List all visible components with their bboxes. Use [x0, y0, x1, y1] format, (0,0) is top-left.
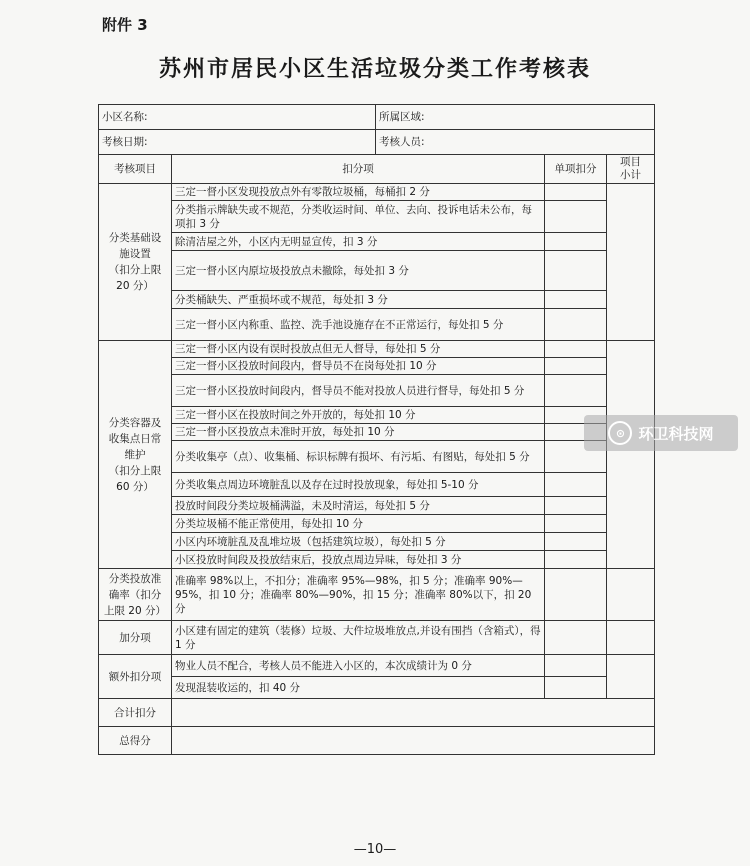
watermark-text: 环卫科技网	[638, 424, 714, 443]
total-score-value-cell[interactable]	[172, 727, 655, 755]
category-maintenance: 分类容器及 收集点日常 维护 （扣分上限 60 分）	[99, 341, 172, 569]
deduction-item: 分类垃圾桶不能正常使用，每处扣 10 分	[172, 515, 545, 533]
table-row	[99, 621, 655, 655]
deduction-item: 小区建有固定的建筑（装修）垃圾、大件垃圾堆放点,并设有围挡（含箱式），得 1 分	[172, 621, 545, 655]
globe-icon: ⊙	[608, 421, 632, 445]
single-deduction-cell[interactable]	[545, 233, 607, 251]
page-title: 苏州市居民小区生活垃圾分类工作考核表	[158, 56, 591, 82]
header-item: 考核项目	[99, 155, 172, 184]
district-field[interactable]: 所属区域:	[376, 105, 655, 130]
single-deduction-cell[interactable]	[545, 251, 607, 291]
table-row	[99, 291, 655, 309]
page-number: —10—	[353, 842, 397, 857]
single-deduction-cell[interactable]	[545, 184, 607, 201]
table-row	[99, 655, 655, 677]
table-row	[99, 358, 655, 375]
total-score-label: 总得分	[99, 727, 172, 755]
assessment-table	[98, 104, 655, 755]
single-deduction-cell[interactable]	[545, 551, 607, 569]
category-accuracy: 分类投放准 确率（扣分 上限 20 分）	[99, 569, 172, 621]
header-subtotal: 项目 小计	[607, 155, 655, 184]
single-deduction-cell[interactable]	[545, 291, 607, 309]
deduction-item: 三定一督小区投放时间段内，督导员不在岗每处扣 10 分	[172, 358, 545, 375]
assessor-field[interactable]: 考核人员:	[376, 130, 655, 155]
subtotal-cell[interactable]	[607, 655, 655, 699]
deduction-item: 物业人员不配合，考核人员不能进入小区的，本次成绩计为 0 分	[172, 655, 545, 677]
single-deduction-cell[interactable]	[545, 358, 607, 375]
deduction-item: 三定一督小区内原垃圾投放点未撤除，每处扣 3 分	[172, 251, 545, 291]
header-single-deduction: 单项扣分	[545, 155, 607, 184]
table-row	[99, 533, 655, 551]
table-row	[99, 309, 655, 341]
single-deduction-cell[interactable]	[545, 621, 607, 655]
single-deduction-cell[interactable]	[545, 533, 607, 551]
total-deduction-value-cell[interactable]	[172, 699, 655, 727]
single-deduction-cell[interactable]	[545, 309, 607, 341]
single-deduction-cell[interactable]	[545, 655, 607, 677]
table-row	[99, 424, 655, 441]
single-deduction-cell[interactable]	[545, 677, 607, 699]
table-row	[99, 201, 655, 233]
header-deduction-item: 扣分项	[172, 155, 545, 184]
table-row	[99, 233, 655, 251]
category-facility: 分类基础设 施设置 （扣分上限 20 分）	[99, 184, 172, 341]
watermark	[584, 415, 738, 451]
deduction-item: 小区内环境脏乱及乱堆垃圾（包括建筑垃圾），每处扣 5 分	[172, 533, 545, 551]
deduction-item: 小区投放时间段及投放结束后，投放点周边异味，每处扣 3 分	[172, 551, 545, 569]
deduction-item: 三定一督小区在投放时间之外开放的，每处扣 10 分	[172, 407, 545, 424]
deduction-item: 分类指示牌缺失或不规范，分类收运时间、单位、去向、投诉电话未公布，每项扣 3 分	[172, 201, 545, 233]
single-deduction-cell[interactable]	[545, 569, 607, 621]
subtotal-cell[interactable]	[607, 621, 655, 655]
deduction-item: 分类桶缺失、严重损坏或不规范，每处扣 3 分	[172, 291, 545, 309]
category-bonus: 加分项	[99, 621, 172, 655]
table-row	[99, 375, 655, 407]
subtotal-cell[interactable]	[607, 341, 655, 569]
table-row	[99, 727, 655, 755]
single-deduction-cell[interactable]	[545, 201, 607, 233]
single-deduction-cell[interactable]	[545, 497, 607, 515]
category-extra-deduction: 额外扣分项	[99, 655, 172, 699]
attachment-label: 附件 3	[102, 16, 148, 34]
table-row	[99, 497, 655, 515]
deduction-item: 三定一督小区内设有误时投放点但无人督导，每处扣 5 分	[172, 341, 545, 358]
subtotal-cell[interactable]	[607, 569, 655, 621]
table-row	[99, 551, 655, 569]
deduction-item: 投放时间段分类垃圾桶满溢，未及时清运，每处扣 5 分	[172, 497, 545, 515]
subtotal-cell[interactable]	[607, 184, 655, 341]
deduction-item: 分类收集点周边环境脏乱以及存在过时投放现象，每处扣 5-10 分	[172, 473, 545, 497]
table-row	[99, 441, 655, 473]
single-deduction-cell[interactable]	[545, 473, 607, 497]
community-name-field[interactable]: 小区名称:	[99, 105, 376, 130]
single-deduction-cell[interactable]	[545, 341, 607, 358]
single-deduction-cell[interactable]	[545, 375, 607, 407]
deduction-item: 分类收集亭（点）、收集桶、标识标牌有损坏、有污垢、有图贴，每处扣 5 分	[172, 441, 545, 473]
single-deduction-cell[interactable]	[545, 515, 607, 533]
table-row	[99, 407, 655, 424]
table-row	[99, 515, 655, 533]
table-row	[99, 569, 655, 621]
deduction-item: 三定一督小区发现投放点外有零散垃圾桶，每桶扣 2 分	[172, 184, 545, 201]
deduction-item: 三定一督小区投放时间段内，督导员不能对投放人员进行督导，每处扣 5 分	[172, 375, 545, 407]
deduction-item: 三定一督小区内称重、监控、洗手池设施存在不正常运行，每处扣 5 分	[172, 309, 545, 341]
table-row	[99, 341, 655, 358]
deduction-item: 发现混装收运的，扣 40 分	[172, 677, 545, 699]
deduction-item: 除清洁屋之外，小区内无明显宣传，扣 3 分	[172, 233, 545, 251]
deduction-item: 三定一督小区投放点未准时开放，每处扣 10 分	[172, 424, 545, 441]
table-row	[99, 473, 655, 497]
assessment-date-field[interactable]: 考核日期:	[99, 130, 376, 155]
table-row	[99, 184, 655, 201]
total-deduction-label: 合计扣分	[99, 699, 172, 727]
deduction-item: 准确率 98%以上，不扣分；准确率 95%—98%，扣 5 分；准确率 90%—95%，扣 10 分；准确率 80%—90%，扣 15 分；准确率 80%以下，扣 20 分	[172, 569, 545, 621]
table-row	[99, 699, 655, 727]
table-row	[99, 251, 655, 291]
table-row	[99, 677, 655, 699]
